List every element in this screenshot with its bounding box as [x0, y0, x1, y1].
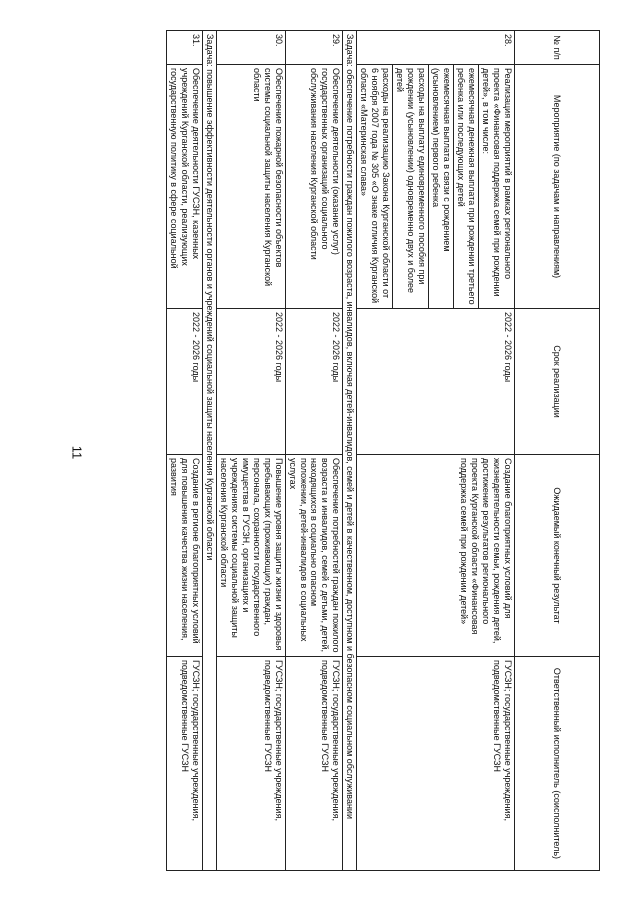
result-cell: Обеспечение потребностей граждан пожилого возраста и инвалидов, семей с детьми, детей, находящихся в социально опасном положении, детей-инвалидов в социальных услугах	[285, 455, 343, 657]
column-header-result: Ожидаемый конечный результат	[515, 455, 600, 657]
task-row	[202, 31, 216, 871]
executor-cell: ГУСЗН; государственные учреждения, подведомственные ГУСЗН	[166, 657, 202, 871]
executor-cell: ГУСЗН; государственные учреждения, подведомственные ГУСЗН	[216, 657, 285, 871]
column-header-executor: Ответственный исполнитель (соисполнитель)	[515, 657, 600, 871]
column-header-num: № п/п	[515, 31, 600, 65]
executor-cell: ГУСЗН; государственные учреждения, подведомственные ГУСЗН	[357, 657, 515, 871]
sub-action-cell: расходы на выплату единовременного пособия при рождении (усыновлении) одновременно двух и более детей	[393, 65, 429, 309]
action-cell: Обеспечение пожарной безопасности объектов системы социальной защиты населения Курганской области	[216, 65, 285, 309]
measures-table	[166, 30, 600, 871]
action-cell: Реализация мероприятий в рамках регионального проекта «Финансовая поддержка семей при рождении детей», в том числе:	[479, 65, 515, 309]
row-number: 29.	[285, 31, 343, 65]
result-cell: Повышение уровня защиты жизни и здоровья пребывающих (проживающих) граждан, персонала, сохранности государственного имущества в ГУСЗН, организациях и учреждениях системы социальной защиты населения Курганской области	[216, 455, 285, 657]
table-header-row	[515, 31, 600, 871]
table-row	[166, 31, 202, 871]
term-cell: 2022 - 2026 годы	[216, 309, 285, 455]
sub-action-cell: ежемесячная денежная выплата при рождении третьего ребенка или последующих детей	[454, 65, 479, 309]
column-header-action: Мероприятие (по задачам и направлениям)	[515, 65, 600, 309]
rotated-page	[90, 30, 600, 870]
task-heading: Задача: повышение эффективности деятельности органов и учреждений социальной защиты населения Курганской области	[202, 31, 216, 871]
term-cell: 2022 - 2026 годы	[166, 309, 202, 455]
table-row	[285, 31, 343, 871]
term-cell: 2022 - 2026 годы	[285, 309, 343, 455]
result-cell: Создание благоприятных условий для жизнедеятельности семьи, рождения детей, достижение результатов регионального проекта Курганской области «Финансовая поддержка семей при рождении детей»	[357, 455, 515, 657]
task-heading: Задача: обеспечение потребности граждан пожилого возраста, инвалидов, включая детей-инвалидов, семей и детей в качественном, доступном и безопасном социальном обслуживании	[343, 31, 357, 871]
executor-cell: ГУСЗН; государственные учреждения, подведомственные ГУСЗН	[285, 657, 343, 871]
action-cell: Обеспечение деятельности (оказание услуг) государственных организаций социального обслуживания населения Курганской области	[285, 65, 343, 309]
column-header-term: Срок реализации	[515, 309, 600, 455]
row-number: 30.	[216, 31, 285, 65]
sub-action-cell: ежемесячная выплата в связи с рождением (усыновлением) первого ребенка	[429, 65, 454, 309]
sub-action-cell: расходы на реализацию Закона Курганской области от 6 ноября 2007 года № 305 «О знаке отличия Курганской области «Материнская слава»	[357, 65, 393, 309]
row-number: 31.	[166, 31, 202, 65]
task-row	[343, 31, 357, 871]
action-cell: Обеспечение деятельности ГУСЗН, казенных учреждений Курганской области, реализующих государственную политику в сфере социальной	[166, 65, 202, 309]
term-cell: 2022 - 2026 годы	[357, 309, 515, 455]
row-number: 28.	[357, 31, 515, 65]
table-row	[216, 31, 285, 871]
result-cell: Создание в регионе благоприятных условий для повышения качества жизни населения, развития	[166, 455, 202, 657]
table-row	[479, 31, 515, 871]
page-number: 11	[69, 445, 85, 460]
